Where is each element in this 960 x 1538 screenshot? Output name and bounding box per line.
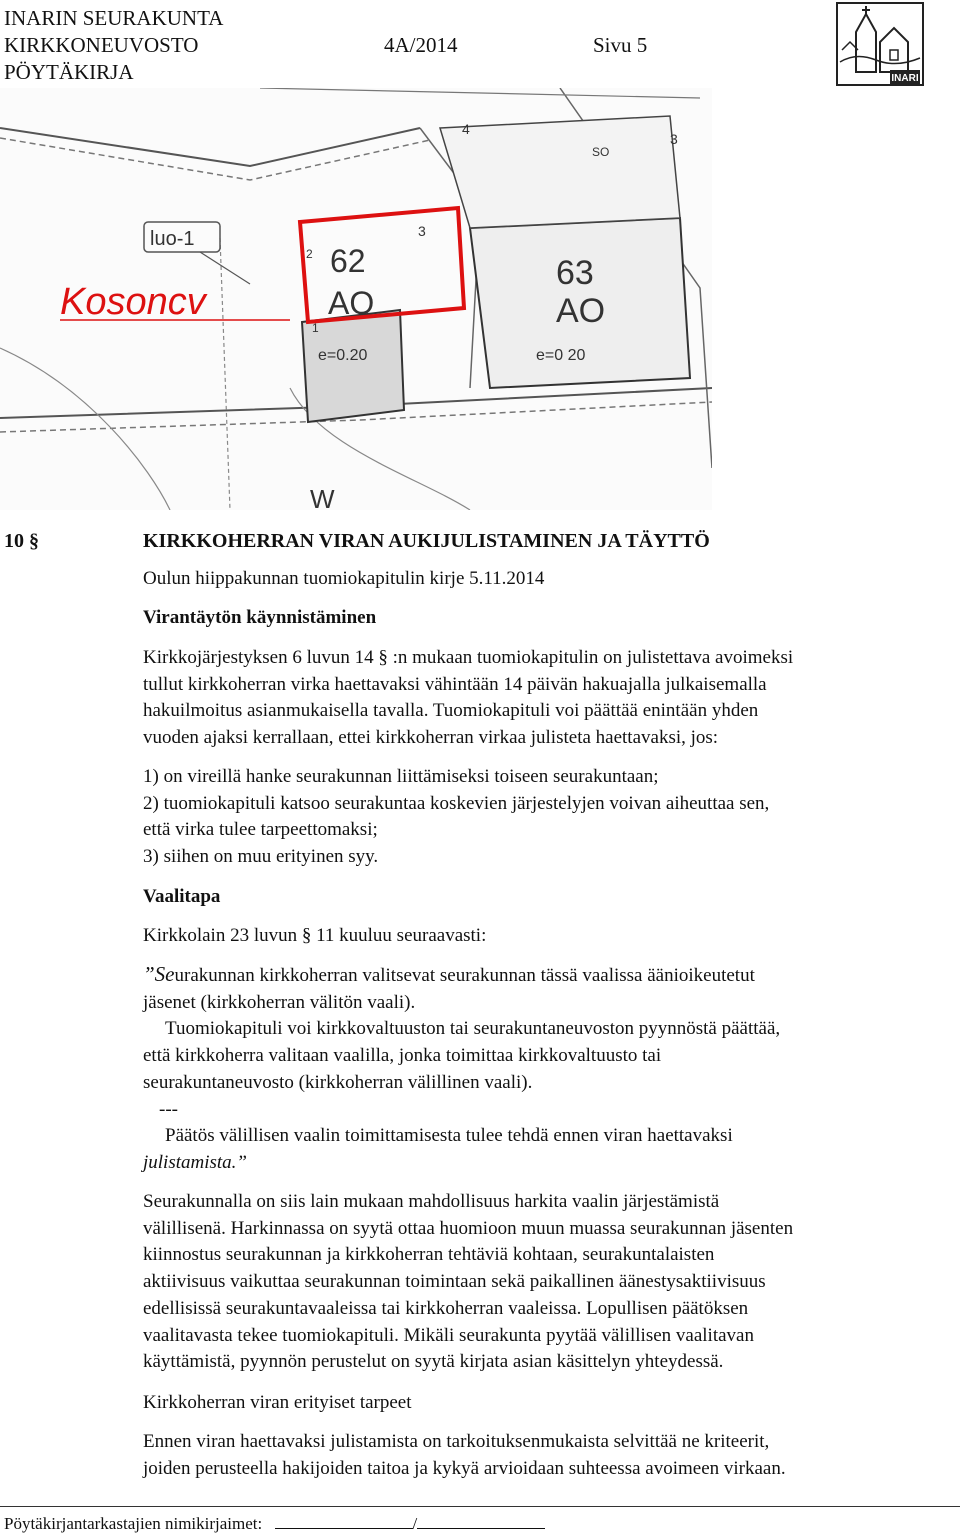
paragraph-virantaytto xyxy=(143,645,958,752)
map-label-luo: luo-1 xyxy=(150,228,195,250)
quote-line: julistamista.” xyxy=(143,1151,247,1173)
map-label-w: W xyxy=(310,484,335,510)
paragraph-line: vaalitavasta tekee tuomiokapituli. Mikäli seurakunta pyytää välillisen vaalitavan xyxy=(143,1324,754,1346)
initials-field-1[interactable] xyxy=(275,1514,413,1529)
page-number: Sivu 5 xyxy=(593,33,648,57)
map-label-62: 62 xyxy=(330,243,366,279)
map-label-4: 4 xyxy=(462,121,470,137)
paragraph-erityiset-tarpeet xyxy=(143,1429,958,1482)
site-map-image xyxy=(0,88,712,510)
footer-divider xyxy=(0,1506,960,1507)
map-label-3a: 3 xyxy=(418,223,426,239)
paragraph-line: Seurakunnalla on siis lain mukaan mahdollisuus harkita vaalin järjestämistä xyxy=(143,1191,720,1212)
paragraph-line: tullut kirkkoherran virka haettavaksi vähintään 14 päivän hakuajalla julkaisemalla xyxy=(143,673,767,695)
map-label-63: 63 xyxy=(556,254,594,292)
paragraph-line: edellisissä seurakuntavaaleissa tai kirkkoherran vaaleissa. Lopullisen päätöksen xyxy=(143,1297,749,1319)
list-item: että virka tulee tarpeettomaksi; xyxy=(143,819,378,841)
paragraph-line: Kirkkojärjestyksen 6 luvun 14 § :n mukaan tuomiokapitulin on julistettava avoimeksi xyxy=(143,647,794,668)
quote-line: että kirkkoherra valitaan vaalilla, jonka toimittaa kirkkovaltuusto tai xyxy=(143,1045,662,1067)
meeting-number: 4A/2014 xyxy=(384,33,458,57)
quote-line: Päätös välillisen vaalin toimittamisesta tulee tehdä ennen viran haettavaksi xyxy=(165,1125,733,1147)
quote-line: seurakuntaneuvosto (kirkkoherran välillinen vaali). xyxy=(143,1071,533,1093)
paragraph-line: joiden perusteella hakijoiden taitoa ja kykyä arvioidaan suhteessa avoimeen virkaan. xyxy=(143,1457,786,1479)
list-item: 2) tuomiokapituli katsoo seurakuntaa koskevien järjestelyjen voivan aiheuttaa sen, xyxy=(143,792,770,814)
heading-virantaytto: Virantäytön käynnistäminen xyxy=(143,607,377,628)
paragraph-line: käyttämistä, pyynnön perustelut on syytä kirjata asian käsittelyn yhteydessä. xyxy=(143,1351,724,1373)
section-number: 10 § xyxy=(4,530,39,552)
list-item: 1) on vireillä hanke seurakunnan liittämiseksi toiseen seurakuntaan; xyxy=(143,766,659,787)
map-label-2: 2 xyxy=(306,247,313,261)
paragraph-line: hakuilmoitus asianmukaisella tavalla. Tuomiokapituli voi päättää enintään yhden xyxy=(143,700,759,722)
initials-field-2[interactable] xyxy=(417,1514,545,1529)
document-type: PÖYTÄKIRJA xyxy=(4,60,134,84)
footer-initials xyxy=(4,1514,545,1534)
organization-name: INARIN SEURAKUNTA xyxy=(4,6,224,30)
paragraph-line: aktiivisuus vaikuttaa seurakunnan toimintaan sekä paikallinen äänestysaktiivisuus xyxy=(143,1271,766,1293)
quote-line: urakunnan kirkkoherran valitsevat seurakunnan tässä vaalissa äänioikeutetut xyxy=(174,965,755,986)
section-title: KIRKKOHERRAN VIRAN AUKIJULISTAMINEN JA TÄYTTÖ xyxy=(143,530,710,552)
map-label-ao63: AO xyxy=(556,292,606,330)
condition-list xyxy=(143,764,958,871)
section-subtitle: Oulun hiippakunnan tuomiokapitulin kirje 5.11.2014 xyxy=(143,568,545,589)
list-item: 3) siihen on muu erityinen syy. xyxy=(143,846,379,868)
map-label-3b: 3 xyxy=(670,131,678,147)
paragraph-line: vuoden ajaksi kerrallaan, ettei kirkkoherran virkaa julisteta haettavaksi, jos: xyxy=(143,727,719,749)
parish-logo xyxy=(836,2,926,88)
footer-slash: / xyxy=(412,1514,418,1533)
quote-line: Tuomiokapituli voi kirkkovaltuuston tai seurakuntaneuvoston pyynnöstä päättää, xyxy=(165,1018,781,1040)
quote-ellipsis: --- xyxy=(159,1098,178,1120)
quote-open: ”Se xyxy=(143,962,175,986)
church-icon xyxy=(856,14,876,72)
quote-line: jäsenet (kirkkoherran välitön vaali). xyxy=(143,991,416,1013)
map-label-e020-a: e=0.20 xyxy=(318,347,368,364)
paragraph-line: Ennen viran haettavaksi julistamista on tarkoituksenmukaista selvittää ne kriteerit, xyxy=(143,1431,770,1452)
footer-label: Pöytäkirjantarkastajien nimikirjaimet: xyxy=(4,1514,263,1533)
heading-vaalitapa: Vaalitapa xyxy=(143,886,221,907)
map-label-e020-b: e=0 20 xyxy=(536,347,586,364)
law-reference: Kirkkolain 23 luvun § 11 kuuluu seuraavasti: xyxy=(143,925,487,946)
board-name: KIRKKONEUVOSTO xyxy=(4,33,199,57)
paragraph-line: välillisenä. Harkinnassa on syytä ottaa huomioon muun muassa seurakunnan jäsenten xyxy=(143,1217,794,1239)
heading-erityiset-tarpeet: Kirkkoherran viran erityiset tarpeet xyxy=(143,1392,412,1413)
paragraph-vaalitapa xyxy=(143,1189,958,1376)
map-label-1: 1 xyxy=(312,321,319,335)
map-label-so: SO xyxy=(592,145,610,159)
map-label-ao62: AO xyxy=(328,285,375,321)
paragraph-line: kiinnostus seurakunnan ja kirkkoherran tehtäviä kohtaan, seurakuntalaisten xyxy=(143,1244,715,1266)
logo-label: INARI xyxy=(891,73,919,84)
law-quote xyxy=(143,961,958,1177)
map-label-koso: Kosoncv xyxy=(60,281,206,323)
